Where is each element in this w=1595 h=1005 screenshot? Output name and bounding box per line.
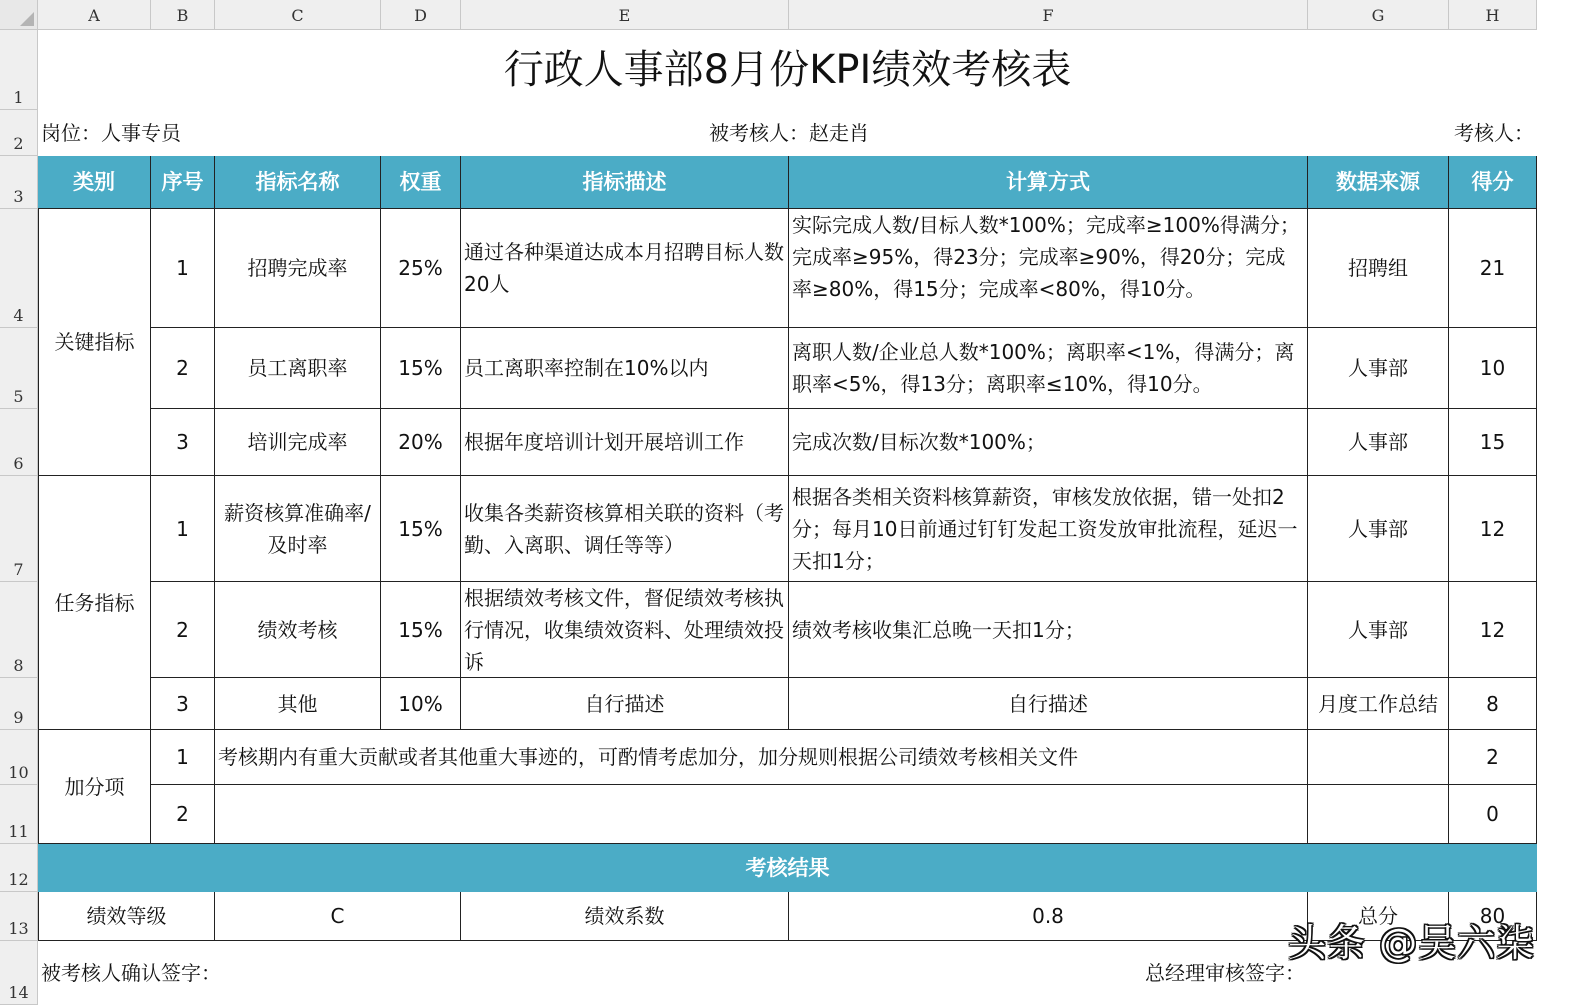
item-name[interactable]: 薪资核算准确率/及时率	[215, 476, 381, 582]
row-header-4[interactable]	[0, 209, 38, 328]
worksheet-grid	[38, 30, 1595, 1005]
item-name[interactable]: 培训完成率	[215, 409, 381, 476]
item-desc[interactable]: 自行描述	[461, 678, 789, 730]
item-source[interactable]: 招聘组	[1308, 209, 1449, 328]
row-header-14[interactable]	[0, 941, 38, 1005]
header-name[interactable]: 指标名称	[215, 156, 381, 209]
coef-label[interactable]: 绩效系数	[461, 892, 789, 941]
item-seq[interactable]: 3	[151, 678, 215, 730]
assessee-cell[interactable]: 被考核人：赵走肖	[709, 121, 869, 145]
row-number: 6	[13, 454, 24, 473]
item-method[interactable]: 根据各类相关资料核算薪资，审核发放依据，错一处扣2分；每月10日前通过钉钉发起工资发放审批流程，延迟一天扣1分；	[789, 476, 1308, 582]
item-weight[interactable]: 20%	[381, 409, 461, 476]
item-name[interactable]: 员工离职率	[215, 328, 381, 409]
item-source[interactable]: 人事部	[1308, 582, 1449, 678]
row-header-6[interactable]	[0, 409, 38, 476]
row-number: 5	[13, 387, 24, 406]
header-seq[interactable]: 序号	[151, 156, 215, 209]
item-name[interactable]: 招聘完成率	[215, 209, 381, 328]
item-weight[interactable]: 25%	[381, 209, 461, 328]
header-method[interactable]: 计算方式	[789, 156, 1308, 209]
watermark: 头条 @吴六柒	[1288, 921, 1536, 965]
item-seq[interactable]: 1	[151, 476, 215, 582]
item-desc[interactable]: 通过各种渠道达成本月招聘目标人数20人	[461, 209, 789, 328]
column-header-h[interactable]: H	[1449, 0, 1537, 30]
item-seq[interactable]: 2	[151, 328, 215, 409]
item-weight[interactable]: 10%	[381, 678, 461, 730]
item-name[interactable]: 其他	[215, 678, 381, 730]
item-method[interactable]: 离职人数/企业总人数*100%；离职率<1%，得满分；离职率<5%，得13分；离职率≤10%，得10分。	[789, 328, 1308, 409]
header-source[interactable]: 数据来源	[1308, 156, 1449, 209]
row-header-8[interactable]	[0, 582, 38, 678]
item-desc[interactable]: 根据绩效考核文件，督促绩效考核执行情况，收集绩效资料、处理绩效投诉	[461, 582, 789, 678]
row-header-11[interactable]	[0, 785, 38, 844]
row-header-9[interactable]	[0, 678, 38, 730]
item-seq[interactable]: 1	[151, 209, 215, 328]
column-header-d[interactable]: D	[381, 0, 461, 30]
sheet-title[interactable]: 行政人事部8月份KPI绩效考核表	[503, 47, 1072, 93]
row-header-12[interactable]	[0, 844, 38, 892]
bonus-text[interactable]	[215, 785, 1308, 844]
coef-value[interactable]: 0.8	[789, 892, 1308, 941]
item-score[interactable]: 21	[1449, 209, 1537, 328]
item-score[interactable]: 12	[1449, 476, 1537, 582]
row-number: 2	[13, 134, 24, 153]
row-number: 3	[13, 187, 24, 206]
column-header-c[interactable]: C	[215, 0, 381, 30]
item-score[interactable]: 12	[1449, 582, 1537, 678]
bonus-seq[interactable]: 1	[151, 730, 215, 785]
item-method[interactable]: 自行描述	[789, 678, 1308, 730]
row-number: 7	[13, 560, 24, 579]
item-method[interactable]: 完成次数/目标次数*100%；	[789, 409, 1308, 476]
group-task-indicators[interactable]: 任务指标	[38, 476, 151, 730]
item-weight[interactable]: 15%	[381, 476, 461, 582]
item-name[interactable]: 绩效考核	[215, 582, 381, 678]
grade-label[interactable]: 绩效等级	[38, 892, 215, 941]
row-number: 4	[13, 306, 24, 325]
header-category[interactable]: 类别	[38, 156, 151, 209]
sign-gm[interactable]: 总经理审核签字：	[1145, 961, 1305, 985]
bonus-score[interactable]: 2	[1449, 730, 1537, 785]
column-header-g[interactable]: G	[1308, 0, 1449, 30]
column-header-f[interactable]: F	[789, 0, 1308, 30]
row-number: 10	[8, 763, 29, 782]
item-method[interactable]: 绩效考核收集汇总晚一天扣1分；	[789, 582, 1308, 678]
bonus-source[interactable]	[1308, 785, 1449, 844]
item-score[interactable]: 10	[1449, 328, 1537, 409]
column-header-a[interactable]: A	[38, 0, 151, 30]
item-source[interactable]: 人事部	[1308, 476, 1449, 582]
row-header-5[interactable]	[0, 328, 38, 409]
item-weight[interactable]: 15%	[381, 328, 461, 409]
select-all-triangle-icon	[20, 12, 34, 26]
row-number: 1	[13, 88, 24, 107]
row-number: 12	[8, 870, 29, 889]
select-all-corner[interactable]	[0, 0, 38, 30]
sign-assessee[interactable]: 被考核人确认签字：	[41, 961, 221, 985]
row-header-3[interactable]	[0, 156, 38, 209]
result-title-bar[interactable]: 考核结果	[38, 844, 1537, 892]
item-desc[interactable]: 根据年度培训计划开展培训工作	[461, 409, 789, 476]
bonus-source[interactable]	[1308, 730, 1449, 785]
header-desc[interactable]: 指标描述	[461, 156, 789, 209]
group-bonus[interactable]: 加分项	[38, 730, 151, 844]
item-weight[interactable]: 15%	[381, 582, 461, 678]
row-header-10[interactable]	[0, 730, 38, 785]
row-number: 8	[13, 656, 24, 675]
item-source[interactable]: 人事部	[1308, 328, 1449, 409]
header-weight[interactable]: 权重	[381, 156, 461, 209]
column-header-e[interactable]: E	[461, 0, 789, 30]
item-seq[interactable]: 3	[151, 409, 215, 476]
item-source[interactable]: 月度工作总结	[1308, 678, 1449, 730]
group-key-indicators[interactable]: 关键指标	[38, 209, 151, 476]
item-seq[interactable]: 2	[151, 582, 215, 678]
row-number: 13	[8, 919, 29, 938]
header-score[interactable]: 得分	[1449, 156, 1537, 209]
row-number: 11	[8, 822, 29, 841]
grade-value[interactable]: C	[215, 892, 461, 941]
row-number: 14	[8, 983, 29, 1002]
row-header-7[interactable]	[0, 476, 38, 582]
bonus-score[interactable]: 0	[1449, 785, 1537, 844]
row-header-2[interactable]	[0, 110, 38, 156]
item-desc[interactable]: 收集各类薪资核算相关联的资料（考勤、入离职、调任等等）	[461, 476, 789, 582]
total-label[interactable]: 总分	[1308, 892, 1449, 941]
bonus-text[interactable]: 考核期内有重大贡献或者其他重大事迹的，可酌情考虑加分，加分规则根据公司绩效考核相关文件	[215, 730, 1308, 785]
assessor-cell[interactable]: 考核人：	[1454, 121, 1534, 145]
bonus-seq[interactable]: 2	[151, 785, 215, 844]
total-value[interactable]: 80	[1449, 892, 1537, 941]
row-header-13[interactable]	[0, 892, 38, 941]
item-desc[interactable]: 员工离职率控制在10%以内	[461, 328, 789, 409]
item-source[interactable]: 人事部	[1308, 409, 1449, 476]
position-cell[interactable]: 岗位：人事专员	[41, 121, 181, 145]
row-header-1[interactable]	[0, 30, 38, 110]
row-number: 9	[13, 708, 24, 727]
item-score[interactable]: 15	[1449, 409, 1537, 476]
item-method[interactable]: 实际完成人数/目标人数*100%；完成率≥100%得满分；完成率≥95%，得23分；完成率≥90%，得20分；完成率≥80%，得15分；完成率<80%，得10分。	[789, 209, 1308, 328]
item-score[interactable]: 8	[1449, 678, 1537, 730]
column-header-b[interactable]: B	[151, 0, 215, 30]
